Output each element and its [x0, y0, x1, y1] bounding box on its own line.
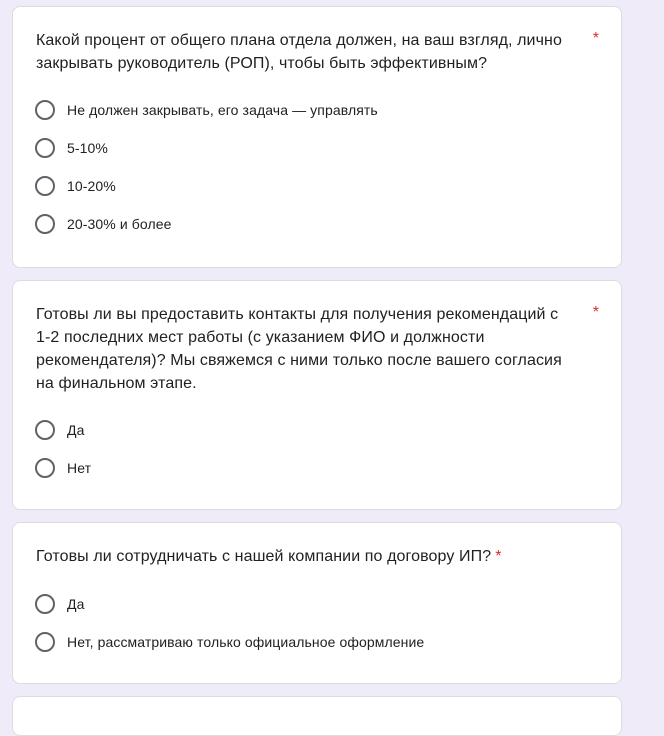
radio-option[interactable] [35, 91, 601, 129]
radio-group [35, 411, 601, 487]
radio-option[interactable] [35, 411, 601, 449]
question-card-2 [12, 280, 622, 510]
question-title: Какой процент от общего плана отдела должен, на ваш взгляд, лично закрывать руководитель (РОП), чтобы быть эффективным? [36, 32, 562, 72]
radio-option[interactable] [35, 205, 601, 243]
radio-button-icon[interactable] [35, 458, 55, 478]
radio-button-icon[interactable] [35, 420, 55, 440]
radio-button-icon[interactable] [35, 176, 55, 196]
question-card-3 [12, 522, 622, 684]
question-card-4 [12, 696, 622, 736]
question-title: Готовы ли сотрудничать с нашей компании по договору ИП? [36, 548, 492, 565]
required-asterisk: * [592, 304, 599, 321]
option-label: 20-30% и более [67, 216, 172, 232]
required-asterisk: * [592, 30, 599, 47]
option-label: Да [67, 422, 85, 438]
option-label: Да [67, 596, 85, 612]
radio-button-icon[interactable] [35, 100, 55, 120]
radio-button-icon[interactable] [35, 138, 55, 158]
question-title: Готовы ли вы предоставить контакты для получения рекомендаций с 1-2 последних мест работы (с указанием ФИО и должности рекомендателя)? Мы свяжемся с ними только после вашего согласия на финальном этапе. [36, 306, 562, 392]
radio-group [35, 585, 601, 661]
question-card-1 [12, 6, 622, 268]
radio-option[interactable] [35, 167, 601, 205]
option-label: Не должен закрывать, его задача — управлять [67, 102, 378, 118]
question-title-row [36, 545, 576, 568]
option-label: Нет, рассматриваю только официальное оформление [67, 634, 425, 650]
radio-option[interactable] [35, 585, 601, 623]
required-asterisk: * [495, 548, 502, 565]
radio-option[interactable] [35, 449, 601, 487]
option-label: Нет [67, 460, 92, 476]
radio-group [35, 91, 601, 243]
radio-option[interactable] [35, 623, 601, 661]
radio-option[interactable] [35, 129, 601, 167]
option-label: 5-10% [67, 140, 108, 156]
radio-button-icon[interactable] [35, 632, 55, 652]
radio-button-icon[interactable] [35, 594, 55, 614]
option-label: 10-20% [67, 178, 116, 194]
radio-button-icon[interactable] [35, 214, 55, 234]
